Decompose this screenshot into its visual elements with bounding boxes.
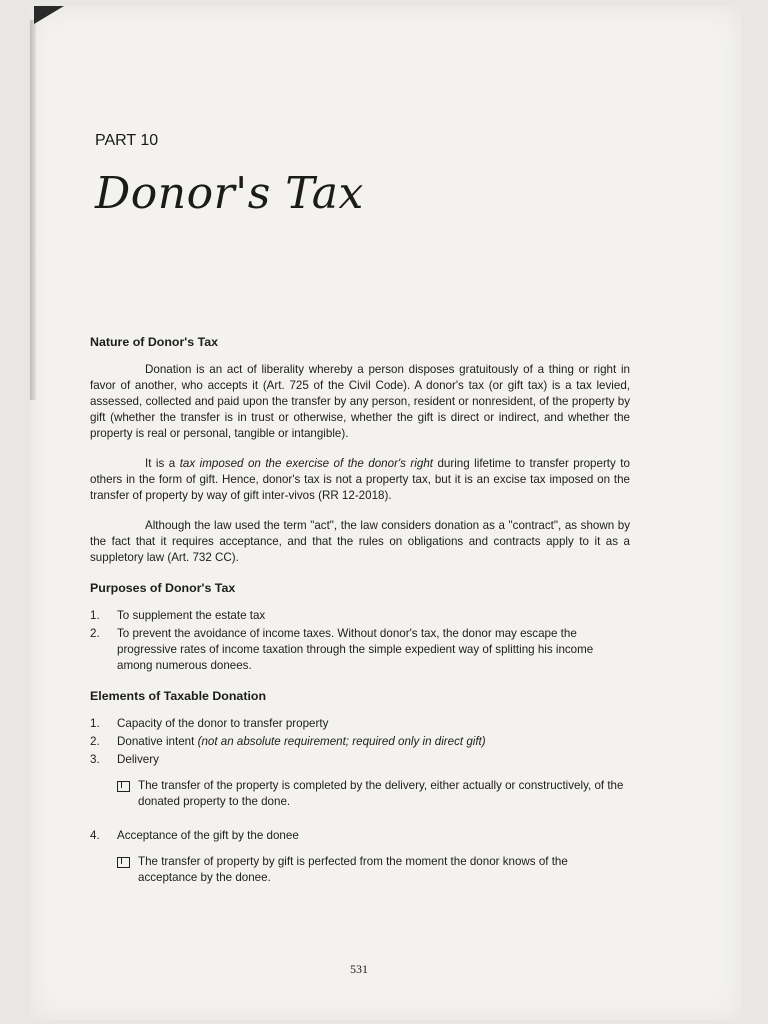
item-number: 1. bbox=[90, 717, 100, 730]
nature-paragraph-2 bbox=[90, 456, 630, 504]
item-text: Delivery bbox=[117, 753, 159, 766]
page-spine-shadow bbox=[30, 20, 36, 400]
item-number: 4. bbox=[90, 829, 100, 842]
list-item bbox=[90, 626, 630, 674]
corner-mark bbox=[34, 6, 64, 24]
item-number: 2. bbox=[90, 627, 100, 640]
p2-post: during lifetime to transfer property to others in the form of gift. Hence, donor's tax is not a property tax, but it is an excise tax imposed on the transfer of property by way of gift inter-vivos (RR 12-2018). bbox=[90, 457, 630, 502]
book-icon bbox=[117, 781, 130, 792]
page-number: 531 bbox=[350, 962, 368, 976]
chapter-title: Donor's Tax bbox=[95, 168, 364, 219]
item-note: (not an absolute requirement; required only in direct gift) bbox=[197, 735, 486, 748]
item-text: To supplement the estate tax bbox=[117, 609, 266, 622]
acceptance-note-text: The transfer of property by gift is perfected from the moment the donor knows of the acceptance by the donee. bbox=[138, 855, 568, 884]
delivery-note-text: The transfer of the property is completed by the delivery, either actually or constructively, of the donated property to the done. bbox=[138, 779, 624, 808]
list-item bbox=[90, 828, 630, 844]
list-item bbox=[90, 752, 630, 768]
item-text: Capacity of the donor to transfer property bbox=[117, 717, 329, 730]
item-number: 3. bbox=[90, 753, 100, 766]
item-text bbox=[117, 734, 486, 750]
p2-emphasis: tax imposed on the exercise of the donor's right bbox=[179, 457, 433, 470]
list-item bbox=[90, 734, 630, 750]
purposes-section bbox=[90, 580, 630, 674]
nature-paragraph-1: Donation is an act of liberality whereby a person disposes gratuitously of a thing or right in favor of another, who accepts it (Art. 725 of the Civil Code). A donor's tax (or gift tax) is a tax levied, assessed, collected and paid upon the transfer by any person, resident or nonresident, of the property by gift (whether the transfer is in trust or otherwise, whether the gift is direct or indirect, and whether the property is real or personal, tangible or intangible). bbox=[90, 363, 630, 440]
elements-list bbox=[90, 716, 630, 768]
nature-paragraph-3: Although the law used the term "act", the law considers donation as a "contract", as shown by the fact that it requires acceptance, and that the rules on obligations and contracts apply to it as a suppletory law (Art. 732 CC). bbox=[90, 519, 630, 564]
page-content bbox=[90, 334, 630, 900]
elements-section bbox=[90, 688, 630, 886]
nature-heading: Nature of Donor's Tax bbox=[90, 335, 219, 349]
item-text: To prevent the avoidance of income taxes. Without donor's tax, the donor may escape the progressive rates of income taxation through the simple expedient way of splitting his income among numerous donees. bbox=[117, 627, 594, 672]
book-icon bbox=[117, 857, 130, 868]
item-text: Acceptance of the gift by the donee bbox=[117, 829, 299, 842]
purposes-list bbox=[90, 608, 630, 674]
list-item bbox=[90, 716, 630, 732]
list-item bbox=[90, 608, 630, 624]
elements-list-continued bbox=[90, 828, 630, 844]
item-number: 2. bbox=[90, 735, 100, 748]
item-text-main: Donative intent bbox=[117, 735, 195, 748]
acceptance-note bbox=[117, 854, 630, 886]
elements-heading: Elements of Taxable Donation bbox=[90, 689, 267, 703]
nature-section bbox=[90, 334, 630, 566]
item-number: 1. bbox=[90, 609, 100, 622]
part-label: PART 10 bbox=[95, 132, 159, 149]
purposes-heading: Purposes of Donor's Tax bbox=[90, 581, 236, 595]
p2-pre: It is a bbox=[145, 457, 176, 470]
delivery-note bbox=[117, 778, 630, 810]
